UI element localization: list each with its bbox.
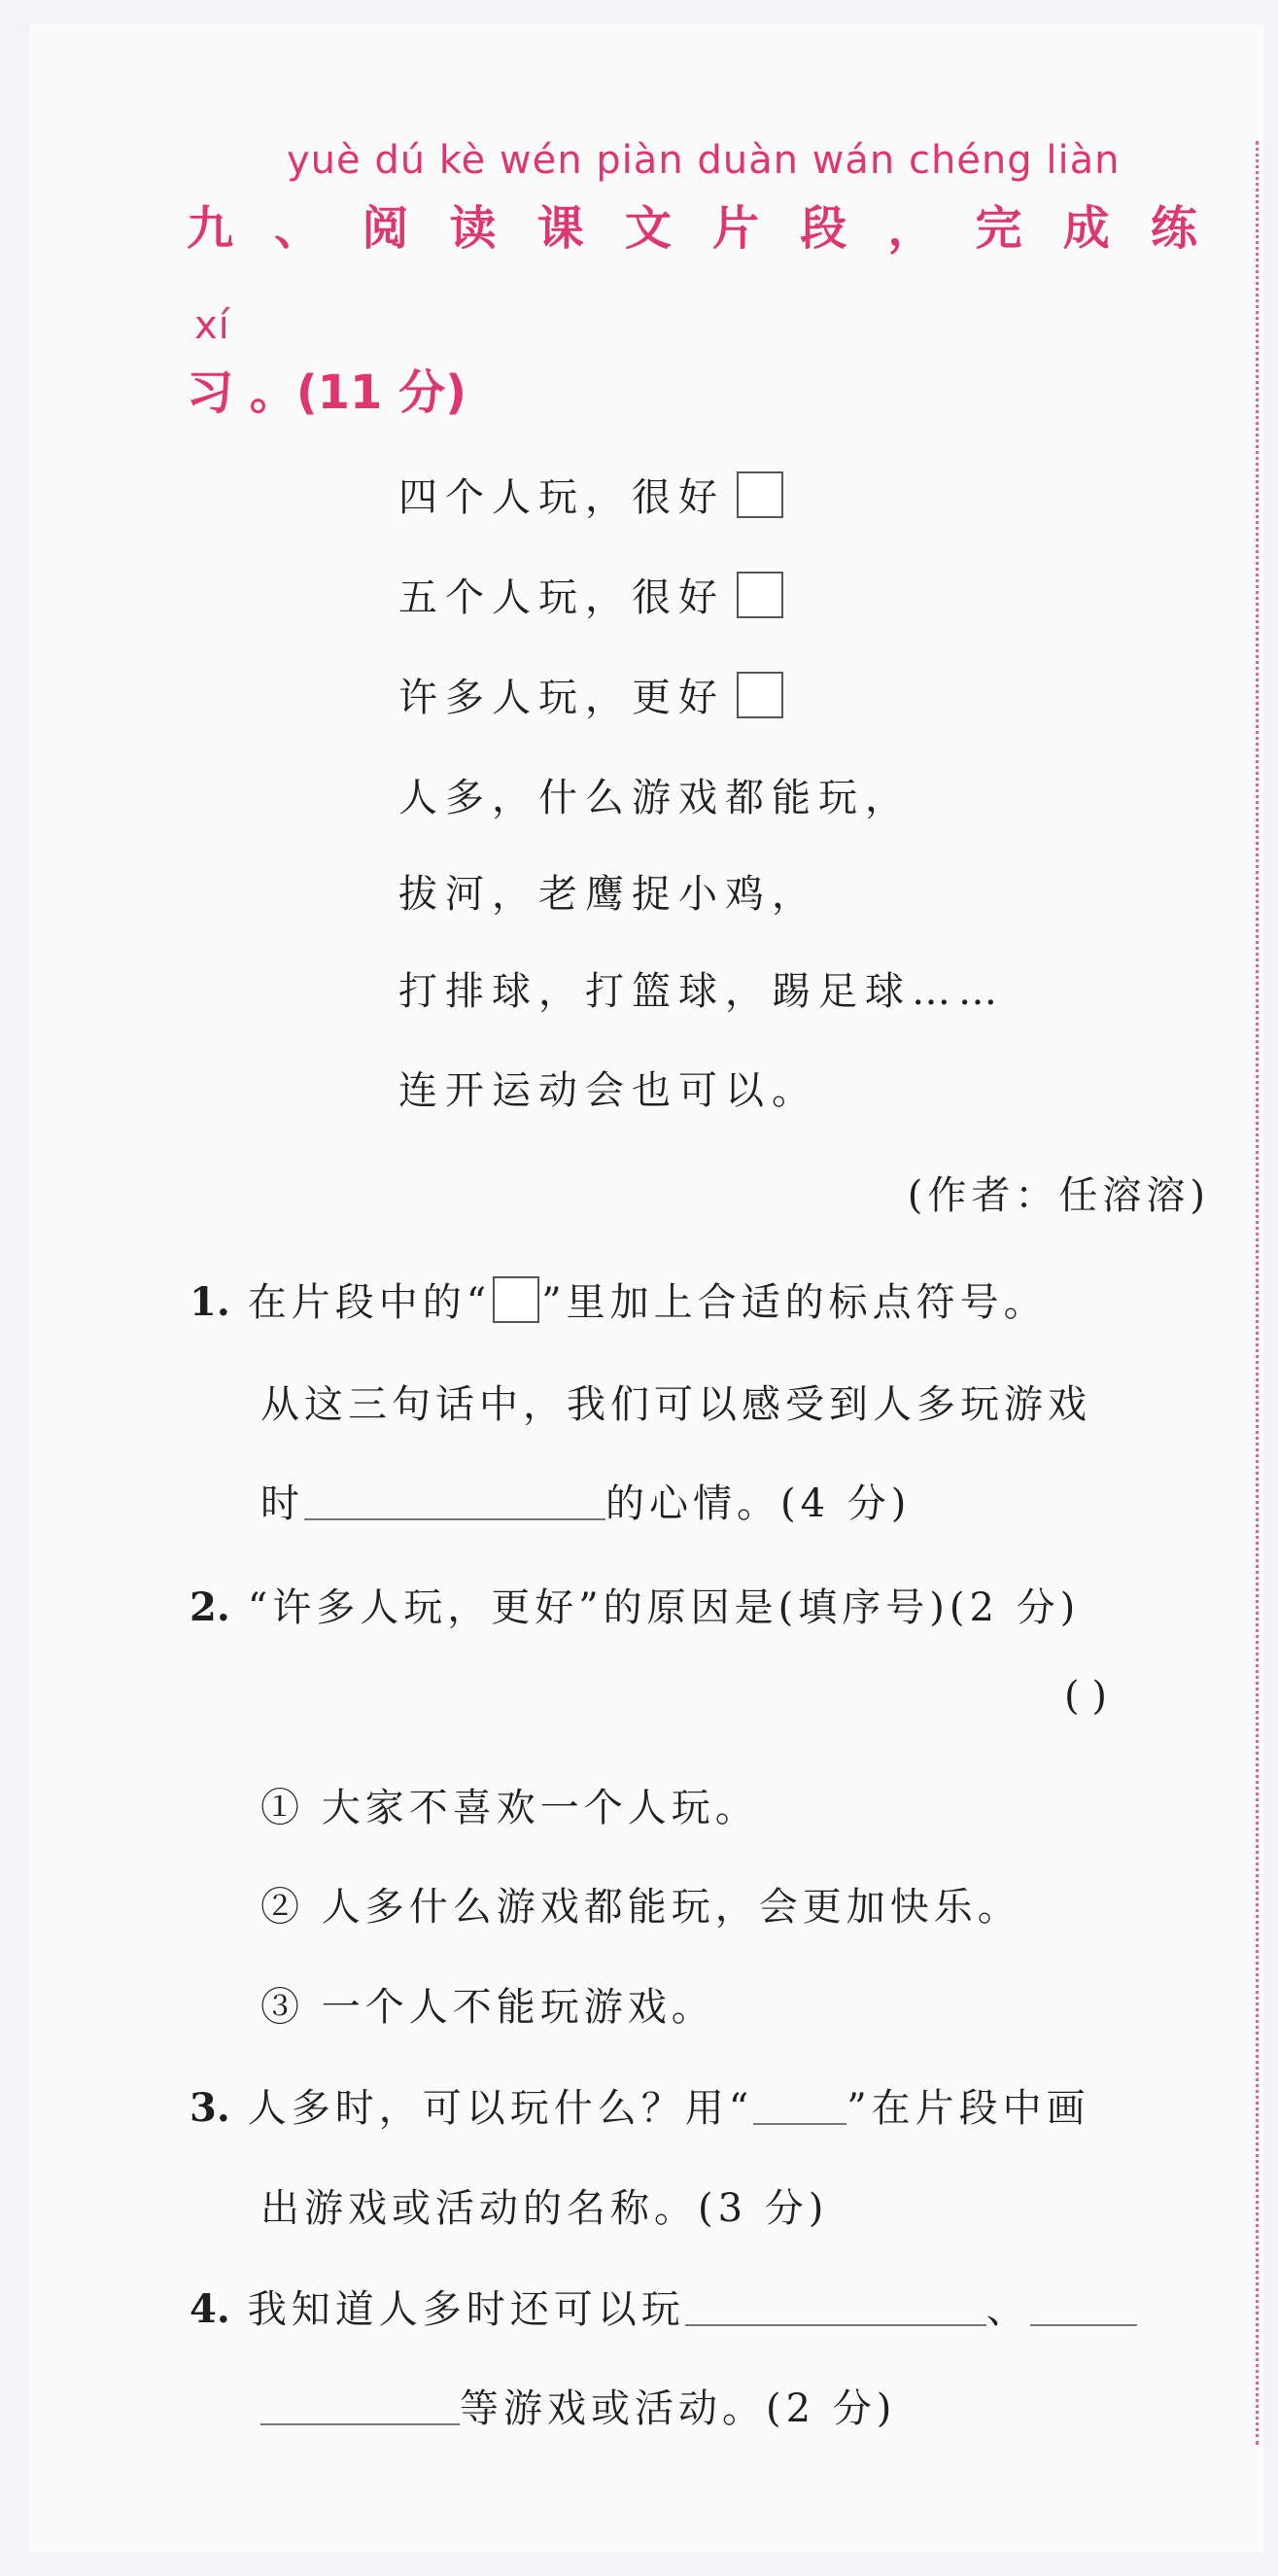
question-number: 4.: [190, 2286, 230, 2332]
underline-symbol: [753, 2088, 846, 2125]
poem-line-3: 许多人玩，更好: [398, 667, 783, 722]
box-symbol: [493, 1276, 539, 1323]
question-1-line-3: 时 的心情。(4 分): [260, 1481, 912, 1526]
answer-blank-feeling[interactable]: [304, 1483, 605, 1520]
section-heading-line2: 习 。(11 分): [187, 366, 467, 420]
heading-char: ，: [887, 201, 935, 256]
question-3-line-2: 出游戏或活动的名称。(3 分): [260, 2186, 829, 2231]
poem-line-4: 人多，什么游戏都能玩，: [398, 776, 912, 820]
heading-pinyin-line1: yuè dú kè wén piàn duàn wán chéng liàn: [287, 138, 1121, 183]
section-heading-line1: [187, 191, 1197, 258]
heading-char: 、: [274, 201, 322, 256]
heading-char: 段: [800, 201, 847, 256]
poem-line-5: 拔河，老鹰捉小鸡，: [398, 872, 818, 917]
question-4: 4. 我知道人多时还可以玩 、: [190, 2279, 1137, 2334]
answer-blank-game-1[interactable]: [685, 2289, 986, 2326]
question-1-line-2: 从这三句话中，我们可以感受到人多玩游戏: [260, 1382, 1091, 1427]
option-2: ② 人多什么游戏都能玩，会更加快乐。: [260, 1885, 1021, 1930]
poem-line-2: 五个人玩，很好: [398, 567, 783, 622]
heading-char: 成: [1062, 201, 1110, 256]
question-4-line-2: 等游戏或活动。(2 分): [260, 2378, 896, 2433]
heading-char: 练: [1150, 201, 1197, 256]
punctuation-box-1[interactable]: [737, 471, 783, 518]
heading-char: 阅: [362, 201, 409, 256]
heading-char: 片: [712, 201, 760, 256]
poem-line-6: 打排球，打篮球，踢足球……: [398, 969, 1005, 1014]
margin-dotted-line: [1256, 141, 1259, 2445]
heading-char: 九: [187, 201, 234, 256]
question-number: 3.: [190, 2085, 230, 2131]
question-number: 2.: [190, 1584, 230, 1630]
heading-char: 读: [449, 201, 497, 256]
heading-char: 课: [536, 201, 584, 256]
question-number: 1.: [190, 1279, 230, 1325]
heading-char: 文: [624, 201, 672, 256]
option-3: ③ 一个人不能玩游戏。: [260, 1985, 715, 2030]
answer-blank-game-2b[interactable]: [260, 2388, 460, 2425]
poem-line-7: 连开运动会也可以。: [398, 1068, 818, 1113]
question-2: 2. “许多人玩，更好”的原因是(填序号)(2 分): [190, 1584, 1081, 1630]
answer-blank-game-2a[interactable]: [1030, 2289, 1137, 2326]
question-1: 1. 在片段中的“ ”里加上合适的标点符号。: [190, 1271, 1048, 1327]
poem-line-1: 四个人玩，很好: [398, 467, 783, 522]
punctuation-box-3[interactable]: [737, 672, 783, 718]
heading-pinyin-line2: xí: [194, 303, 230, 348]
option-1: ① 大家不喜欢一个人玩。: [260, 1786, 759, 1830]
poem-author: (作者：任溶溶): [907, 1173, 1210, 1218]
punctuation-box-2[interactable]: [737, 572, 783, 618]
question-3: 3. 人多时，可以玩什么？用“ ”在片段中画: [190, 2085, 1090, 2131]
answer-paren-q2[interactable]: ( ): [1064, 1674, 1107, 1719]
heading-char: 完: [975, 201, 1022, 256]
